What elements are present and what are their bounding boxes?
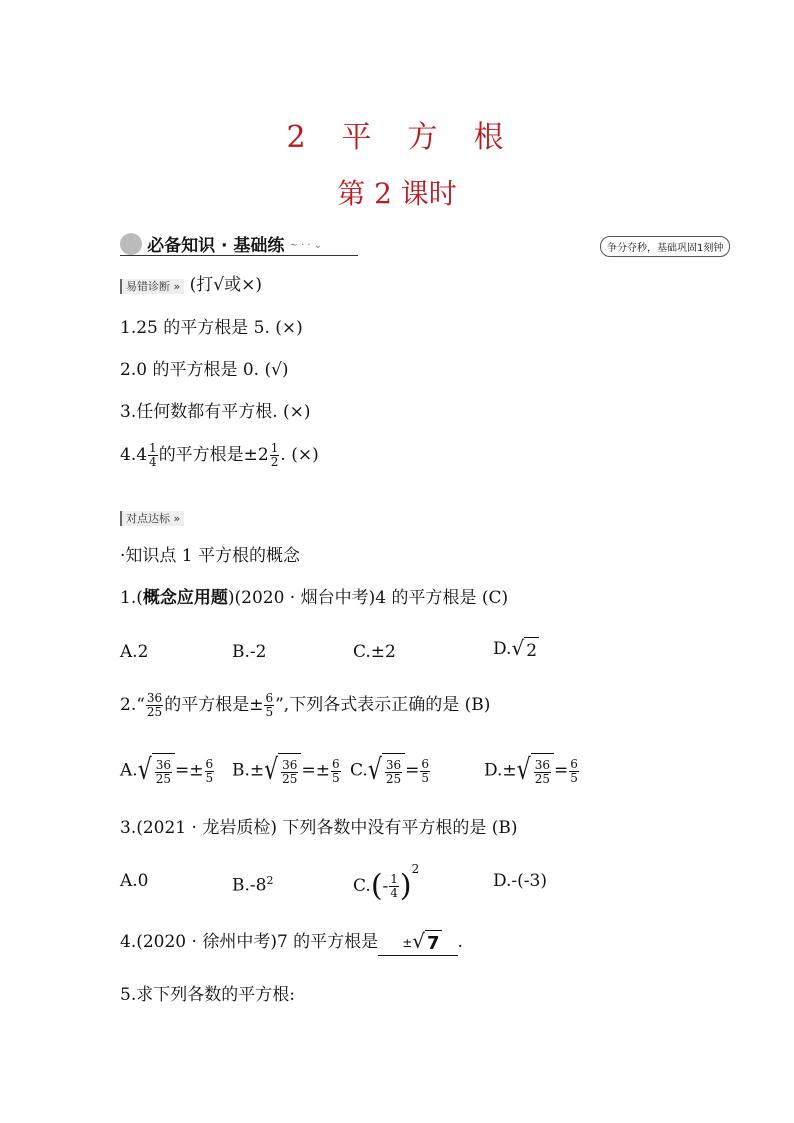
knowledge-point: ·知识点 1 平方根的概念 <box>120 546 301 566</box>
question-5: 5.求下列各数的平方根: <box>120 985 295 1005</box>
option-d: D.-(-3) <box>493 871 547 891</box>
fraction: $\frac{6}{5}$ <box>265 691 274 719</box>
section-practice <box>120 507 184 526</box>
judgment-item: 2.0 的平方根是 0. (√) <box>120 360 289 380</box>
banner <box>120 231 358 256</box>
judgment-item: 4.4 $\frac{1}{4}$ 的平方根是±2 $\frac{1}{2}$ . (×) <box>120 441 319 469</box>
sqrt: √ 2 <box>511 636 538 661</box>
option-a: A.0 <box>120 871 149 891</box>
section-label: 对点达标 » <box>120 511 184 526</box>
question-2: 2.“ $\frac{36}{25}$ 的平方根是± $\frac{6}{5}$ ”,下列各式表示正确的是 (B) <box>120 691 491 719</box>
sqrt: √ $\frac{36}{25}$ <box>264 753 301 789</box>
section-heading: 2 平 方 根 <box>286 120 508 155</box>
banner-dots-icon: ~ · · ⌄ <box>289 240 323 251</box>
option-c: C. √ $\frac{36}{25}$ = $\frac{6}{5}$ <box>350 753 431 789</box>
option-d: D.± √ $\frac{36}{25}$ = $\frac{6}{5}$ <box>484 753 580 789</box>
judgment-item: 3.任何数都有平方根. (×) <box>120 402 311 422</box>
sqrt: √ $\frac{36}{25}$ <box>368 753 405 789</box>
section-hint: (打√或×) <box>189 275 262 295</box>
banner-badge-icon <box>120 233 142 255</box>
option-c: C.(- $\frac{1}{4}$ )$^2$ <box>353 862 420 904</box>
sqrt: √ $\frac{36}{25}$ <box>517 753 554 789</box>
section-label: 易错诊断 » <box>120 279 184 294</box>
question-4: 4.(2020 · 徐州中考)7 的平方根是 ± √ 7 . <box>120 929 463 954</box>
banner-pill: 争分夺秒，基础巩固1刻钟 <box>600 236 730 257</box>
option-b: B.-2 <box>232 642 267 662</box>
option-b: $B.-8^2$ <box>232 874 274 896</box>
question-3: 3.(2021 · 龙岩质检) 下列各数中没有平方根的是 (B) <box>120 818 518 838</box>
sqrt: √ $\frac{36}{25}$ <box>138 753 175 789</box>
option-d: D. √ 2 <box>493 636 538 661</box>
option-c: C.±2 <box>353 642 396 662</box>
banner-label: 必备知识 · 基础练 <box>147 236 285 256</box>
judgment-item: 1.25 的平方根是 5. (×) <box>120 318 303 338</box>
sqrt: √ 7 <box>412 929 440 954</box>
fraction: $\frac{1}{4}$ <box>149 441 157 469</box>
option-b: B.± √ $\frac{36}{25}$ =± $\frac{6}{5}$ <box>232 753 342 789</box>
lesson-title: 第 2 课时 <box>337 177 457 210</box>
option-a: A.2 <box>120 642 149 662</box>
question-1: 1.(概念应用题)(2020 · 烟台中考)4 的平方根是 (C) <box>120 588 509 608</box>
answer-blank[interactable]: ± √ 7 <box>378 930 457 956</box>
option-a: A. √ $\frac{36}{25}$ =± $\frac{6}{5}$ <box>120 753 215 789</box>
section-error-diagnosis <box>120 274 262 298</box>
fraction: $\frac{1}{2}$ <box>270 441 279 469</box>
fraction: $\frac{36}{25}$ <box>146 691 163 719</box>
